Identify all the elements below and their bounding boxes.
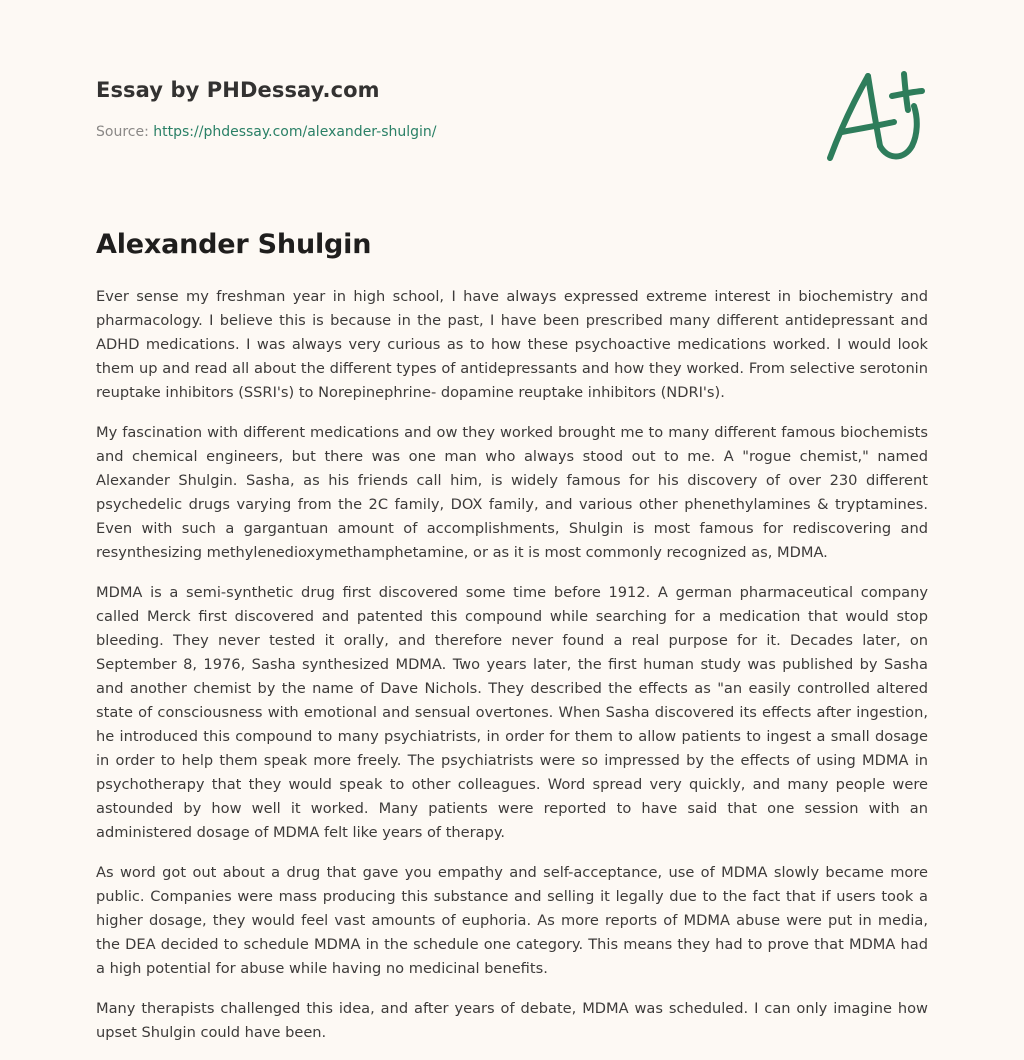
a-plus-grade-icon bbox=[818, 66, 930, 166]
source-link[interactable]: https://phdessay.com/alexander-shulgin/ bbox=[153, 124, 437, 140]
essay-paragraph: As word got out about a drug that gave you empathy and self-acceptance, use of MDMA slowly became more public. Companies were mass producing this substance and selling it legally due to the fact that if users took a higher dosage, they would feel vast amounts of euphoria. As more reports of MDMA abuse were put in media, the DEA decided to schedule MDMA in the schedule one category. This means they had to prove that MDMA had a high potential for abuse while having no medicinal benefits. bbox=[96, 864, 928, 977]
source-line bbox=[96, 122, 928, 142]
source-label: Source: bbox=[96, 124, 149, 140]
essay-paragraph: Many therapists challenged this idea, and after years of debate, MDMA was scheduled. I can only imagine how upset Shulgin could have been. bbox=[96, 1000, 928, 1041]
essay-body bbox=[96, 285, 928, 1060]
essay-paragraph: Ever sense my freshman year in high school, I have always expressed extreme interest in biochemistry and pharmacology. I believe this is because in the past, I have been prescribed many different antidepressant and ADHD medications. I was always very curious as to how these psychoactive medications worked. I would look them up and read all about the different types of antidepressants and how they worked. From selective serotonin reuptake inhibitors (SSRI's) to Norepinephrine- dopamine reuptake inhibitors (NDRI's). bbox=[96, 288, 928, 401]
site-title: Essay by PHDessay.com bbox=[96, 78, 380, 102]
essay-paragraph: My fascination with different medications and ow they worked brought me to many different famous biochemists and chemical engineers, but there was one man who always stood out to me. A "rogue chemist," named Alexander Shulgin. Sasha, as his friends call him, is widely famous for his discovery of over 230 different psychedelic drugs varying from the 2C family, DOX family, and various other phenethylamines & tryptamines. Even with such a gargantuan amount of accomplishments, Shulgin is most famous for rediscovering and resynthesizing methylenedioxymethamphetamine, or as it is most commonly recognized as, MDMA. bbox=[96, 424, 928, 561]
essay-paragraph: MDMA is a semi-synthetic drug first discovered some time before 1912. A german pharmaceutical company called Merck first discovered and patented this compound while searching for a medication that would stop bleeding. They never tested it orally, and therefore never found a real purpose for it. Decades later, on September 8, 1976, Sasha synthesized MDMA. Two years later, the first human study was published by Sasha and another chemist by the name of Dave Nichols. They described the effects as "an easily controlled altered state of consciousness with emotional and sensual overtones. When Sasha discovered its effects after ingestion, he introduced this compound to many psychiatrists, in order for them to allow patients to ingest a small dosage in order to help them speak more freely. The psychiatrists were so impressed by the effects of using MDMA in psychotherapy that they would speak to other colleagues. Word spread very quickly, and many people were astounded by how well it worked. Many patients were reported to have said that one session with an administered dosage of MDMA felt like years of therapy. bbox=[96, 584, 928, 841]
essay-title: Alexander Shulgin bbox=[96, 229, 372, 260]
essay-header bbox=[96, 76, 928, 142]
